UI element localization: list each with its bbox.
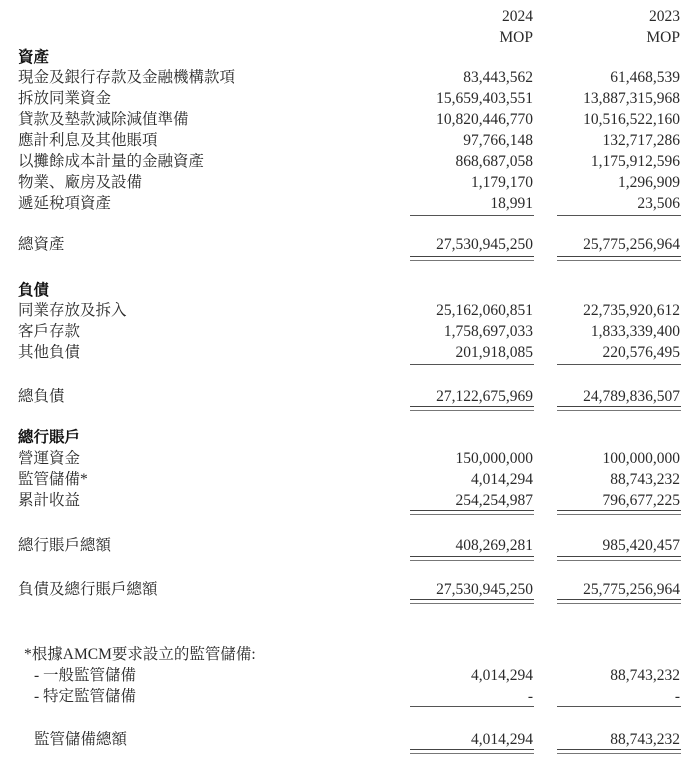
row-label: 總負債 — [18, 388, 65, 405]
row-label: 遞延稅項資產 — [18, 195, 112, 212]
row-label: 拆放同業資金 — [18, 90, 112, 107]
section-title-liabilities — [0, 280, 691, 301]
value-2024: 254,254,987 — [455, 492, 533, 509]
value-2024: 868,687,058 — [455, 153, 533, 170]
value-2024: 1,758,697,033 — [443, 323, 533, 340]
table-row — [0, 172, 691, 193]
total-row-head-office — [0, 535, 691, 556]
total-double-line — [557, 556, 681, 561]
subtotal-double-line — [410, 510, 534, 515]
total-double-line — [557, 256, 681, 261]
value-2023: 1,175,912,596 — [590, 153, 680, 170]
value-2023: 24,789,836,507 — [583, 388, 680, 405]
subtotal-line — [557, 706, 681, 707]
table-row — [0, 88, 691, 109]
value-2023: 88,743,232 — [610, 471, 680, 488]
value-2023: 88,743,232 — [610, 731, 680, 748]
value-2023: 985,420,457 — [602, 537, 680, 554]
total-double-line — [410, 599, 534, 604]
value-2024: 27,530,945,250 — [436, 581, 533, 598]
value-2023: 100,000,000 — [602, 450, 680, 467]
table-row — [0, 321, 691, 342]
total-double-line — [410, 256, 534, 261]
value-2023: - — [674, 688, 680, 705]
value-2024: 4,014,294 — [471, 731, 533, 748]
subtotal-line — [410, 215, 534, 216]
table-row — [0, 151, 691, 172]
value-2023: 13,887,315,968 — [583, 90, 680, 107]
row-label: 現金及銀行存款及金融機構款項 — [18, 69, 236, 86]
value-2023: 61,468,539 — [610, 69, 680, 86]
subtotal-line — [410, 706, 534, 707]
row-label: 其他負債 — [18, 344, 81, 361]
table-row — [0, 448, 691, 469]
year-header — [0, 6, 691, 27]
total-row-assets — [0, 234, 691, 255]
value-2024: 4,014,294 — [471, 667, 533, 684]
section-title-assets — [0, 47, 691, 68]
value-2024: 10,820,446,770 — [436, 111, 533, 128]
value-2024: 15,659,403,551 — [436, 90, 533, 107]
subtotal-double-line — [557, 510, 681, 515]
value-2023: 1,833,339,400 — [590, 323, 680, 340]
value-2024: 25,162,060,851 — [436, 302, 533, 319]
table-row — [0, 665, 691, 686]
row-label: 物業、廠房及設備 — [18, 174, 143, 191]
row-label: 總行賬戶總額 — [18, 537, 112, 554]
table-row — [0, 130, 691, 151]
value-2024: 18,991 — [490, 195, 533, 212]
subtotal-line — [557, 215, 681, 216]
total-double-line — [410, 749, 534, 754]
value-2023: 23,506 — [637, 195, 680, 212]
value-2023: 25,775,256,964 — [583, 581, 680, 598]
table-row — [0, 67, 691, 88]
value-2024: 83,443,562 — [463, 69, 533, 86]
value-2023: 796,677,225 — [602, 492, 680, 509]
section-heading: 總行賬戶 — [18, 429, 81, 446]
value-2024: 408,269,281 — [455, 537, 533, 554]
value-2023: 22,735,920,612 — [583, 302, 680, 319]
table-row — [0, 686, 691, 707]
footnote-heading: *根據AMCM要求設立的監管儲備: — [24, 646, 256, 663]
value-2023: 132,717,286 — [602, 132, 680, 149]
row-label: 以攤餘成本計量的金融資產 — [18, 153, 205, 170]
value-2023: 25,775,256,964 — [583, 236, 680, 253]
total-double-line — [410, 556, 534, 561]
value-2024: 150,000,000 — [455, 450, 533, 467]
row-label: 貸款及墊款減除減值準備 — [18, 111, 189, 128]
total-double-line — [557, 406, 681, 411]
table-row — [0, 490, 691, 511]
total-double-line — [557, 599, 681, 604]
value-2024: 27,122,675,969 — [436, 388, 533, 405]
section-heading: 資產 — [18, 49, 50, 66]
section-title-head-office — [0, 427, 691, 448]
total-row-regulatory-reserve — [0, 729, 691, 750]
row-label: - 特定監管儲備 — [34, 688, 137, 705]
year-2024: 2024 — [502, 8, 533, 25]
row-label: 負債及總行賬戶總額 — [18, 581, 158, 598]
row-label: 監管儲備* — [18, 471, 88, 488]
value-2024: 4,014,294 — [471, 471, 533, 488]
year-2023: 2023 — [649, 8, 680, 25]
row-label: 應計利息及其他賬項 — [18, 132, 158, 149]
table-row — [0, 342, 691, 363]
table-row — [0, 300, 691, 321]
row-label: 總資產 — [18, 236, 65, 253]
value-2023: 88,743,232 — [610, 667, 680, 684]
table-row — [0, 469, 691, 490]
footnote-title — [0, 644, 691, 665]
row-label: 客戶存款 — [18, 323, 81, 340]
grand-total-row — [0, 579, 691, 600]
row-label: 累計收益 — [18, 492, 81, 509]
value-2024: - — [527, 688, 533, 705]
total-double-line — [410, 406, 534, 411]
table-row — [0, 109, 691, 130]
row-label: 監管儲備總額 — [34, 731, 128, 748]
subtotal-line — [410, 364, 534, 365]
currency-2023: MOP — [646, 29, 680, 46]
value-2024: 1,179,170 — [471, 174, 533, 191]
row-label: - 一般監管儲備 — [34, 667, 137, 684]
section-heading: 負債 — [18, 282, 50, 299]
value-2023: 10,516,522,160 — [583, 111, 680, 128]
value-2024: 201,918,085 — [455, 344, 533, 361]
value-2023: 220,576,495 — [602, 344, 680, 361]
row-label: 營運資金 — [18, 450, 81, 467]
value-2024: 27,530,945,250 — [436, 236, 533, 253]
row-label: 同業存放及拆入 — [18, 302, 127, 319]
total-row-liabilities — [0, 386, 691, 407]
subtotal-line — [557, 364, 681, 365]
table-row — [0, 193, 691, 214]
value-2024: 97,766,148 — [463, 132, 533, 149]
currency-header — [0, 27, 691, 48]
currency-2024: MOP — [499, 29, 533, 46]
total-double-line — [557, 749, 681, 754]
value-2023: 1,296,909 — [618, 174, 680, 191]
